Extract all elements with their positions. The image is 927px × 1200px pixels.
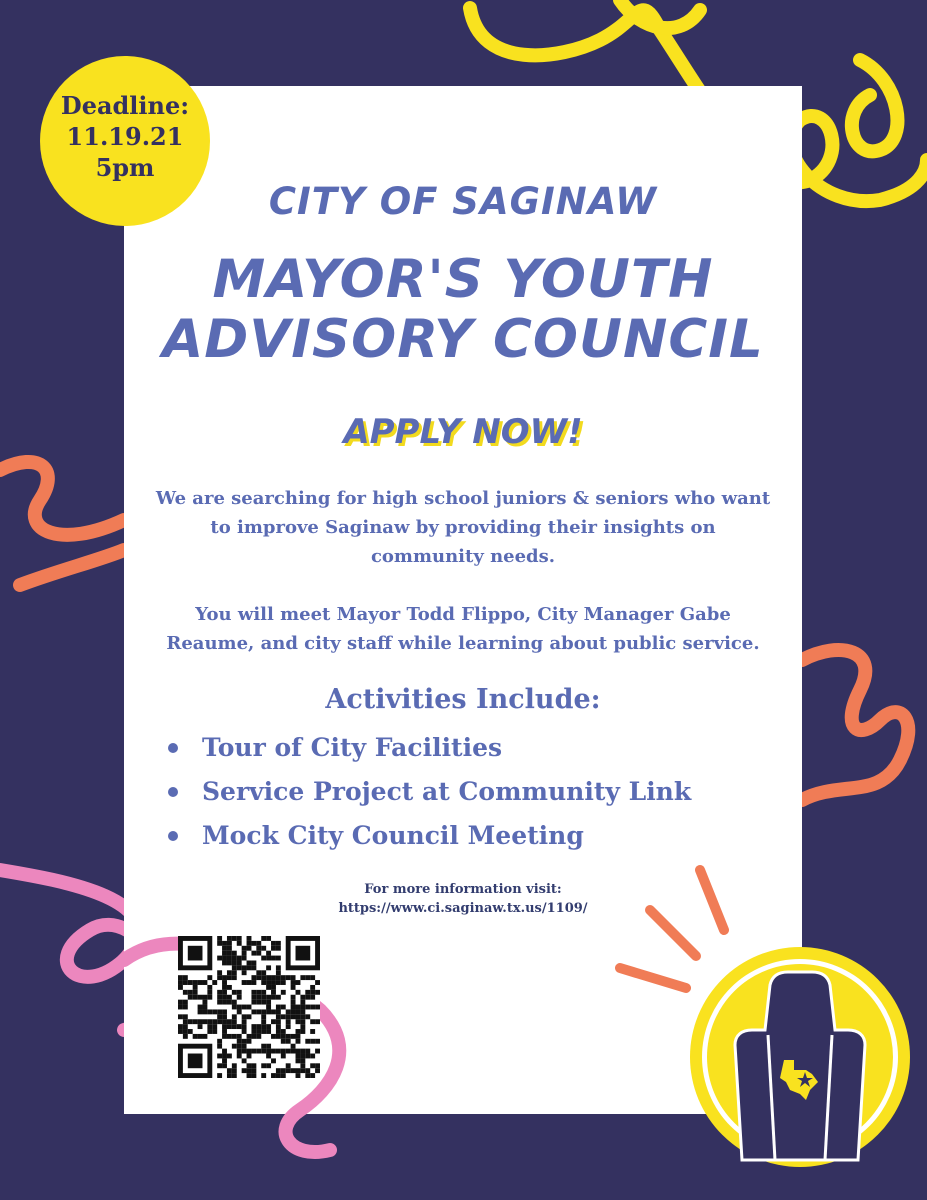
meet-paragraph [150,600,776,658]
list-item [168,772,691,816]
deadline-time: 5pm [95,153,155,182]
orange-squiggle-right [802,650,908,800]
deadline-date: 11.19.21 [66,122,184,151]
activity-label: Tour of City Facilities [202,733,503,762]
activity-label: Service Project at Community Link [202,777,692,806]
deadline-label: Deadline: [60,91,190,120]
meet-line-2: Reaume, and city staff while learning about public service. [166,633,760,654]
more-info-url[interactable]: https://www.ci.saginaw.tx.us/1109/ [338,901,588,916]
orange-squiggle-left [0,462,124,535]
activities-list [168,728,691,860]
bullet-icon [168,743,178,753]
meet-line-1: You will meet Mayor Todd Flippo, City Manager Gabe [195,604,731,625]
page-title [124,250,802,370]
description-line-2: to improve Saginaw by providing their insights on [210,517,716,538]
description-line-1: We are searching for high school juniors & seniors who want [155,488,771,509]
bullet-icon [168,787,178,797]
bullet-icon [168,831,178,841]
more-info [300,880,626,918]
activity-label: Mock City Council Meeting [202,821,584,850]
city-heading: CITY OF SAGINAW [268,180,658,223]
activities-heading: Activities Include: [325,684,601,715]
description-paragraph [150,484,776,571]
more-info-label: For more information visit: [364,882,562,897]
title-line-2: ADVISORY COUNCIL [162,309,764,370]
description-line-3: community needs. [370,546,556,567]
qr-code-icon[interactable] [178,936,320,1078]
apply-now-heading: APPLY NOW! [343,412,583,452]
list-item [168,728,691,772]
title-line-1: MAYOR'S YOUTH [212,249,714,310]
list-item [168,816,691,860]
